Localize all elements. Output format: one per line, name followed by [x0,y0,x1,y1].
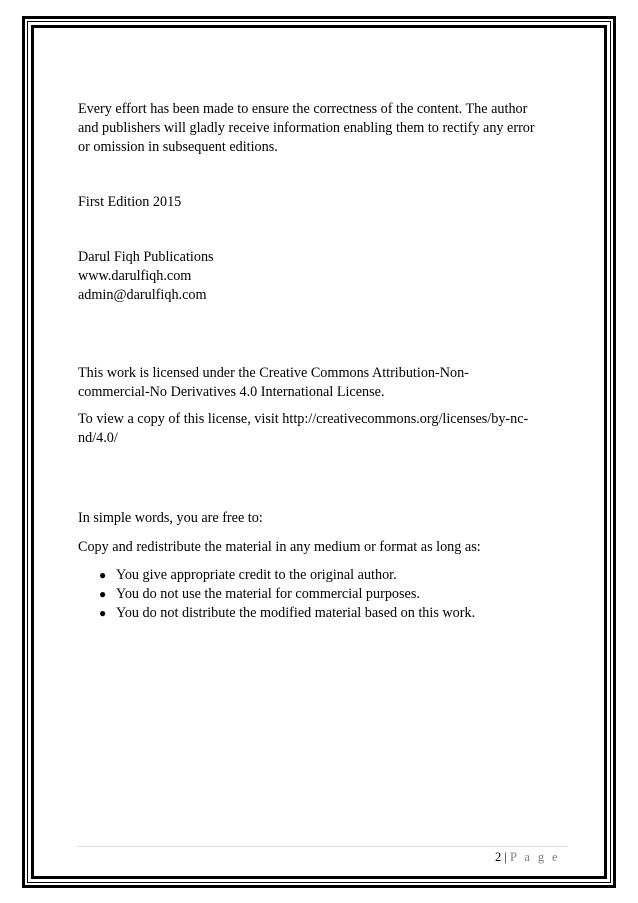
edition-text: First Edition 2015 [78,194,182,210]
footer-divider [78,846,568,847]
publisher-email: admin@darulfiqh.com [78,287,207,303]
footer-separator: | [504,850,507,864]
publisher-block [78,248,568,305]
terms-intro: In simple words, you are free to: [78,510,263,526]
terms-condition: Copy and redistribute the material in any medium or format as long as: [78,539,481,555]
list-item-text: You give appropriate credit to the original author. [116,567,397,583]
license-statement [78,364,568,402]
disclaimer-line: or omission in subsequent editions. [78,139,278,155]
bullet-icon: ● [99,568,107,582]
list-item [78,604,568,623]
publisher-name: Darul Fiqh Publications [78,249,214,265]
list-item-text: You do not use the material for commercial purposes. [116,586,420,602]
list-item [78,585,568,604]
terms-bullet-list [78,566,568,623]
publisher-website: www.darulfiqh.com [78,268,192,284]
page-label: P a g e [509,850,560,864]
license-view-line: nd/4.0/ [78,430,118,446]
license-line: This work is licensed under the Creative Commons Attribution-Non- [78,365,469,381]
bullet-icon: ● [99,606,107,620]
license-view-text [78,410,568,448]
license-line: commercial-No Derivatives 4.0 International License. [78,384,385,400]
page-footer [495,849,560,865]
disclaimer-line: Every effort has been made to ensure the correctness of the content. The author [78,101,528,117]
disclaimer-line: and publishers will gladly receive information enabling them to rectify any error [78,120,535,136]
list-item-text: You do not distribute the modified material based on this work. [116,605,476,621]
license-view-line: To view a copy of this license, visit http://creativecommons.org/licenses/by-nc- [78,411,529,427]
disclaimer-paragraph [78,100,568,157]
bullet-icon: ● [99,587,107,601]
page-number: 2 [494,850,502,864]
list-item [78,566,568,585]
